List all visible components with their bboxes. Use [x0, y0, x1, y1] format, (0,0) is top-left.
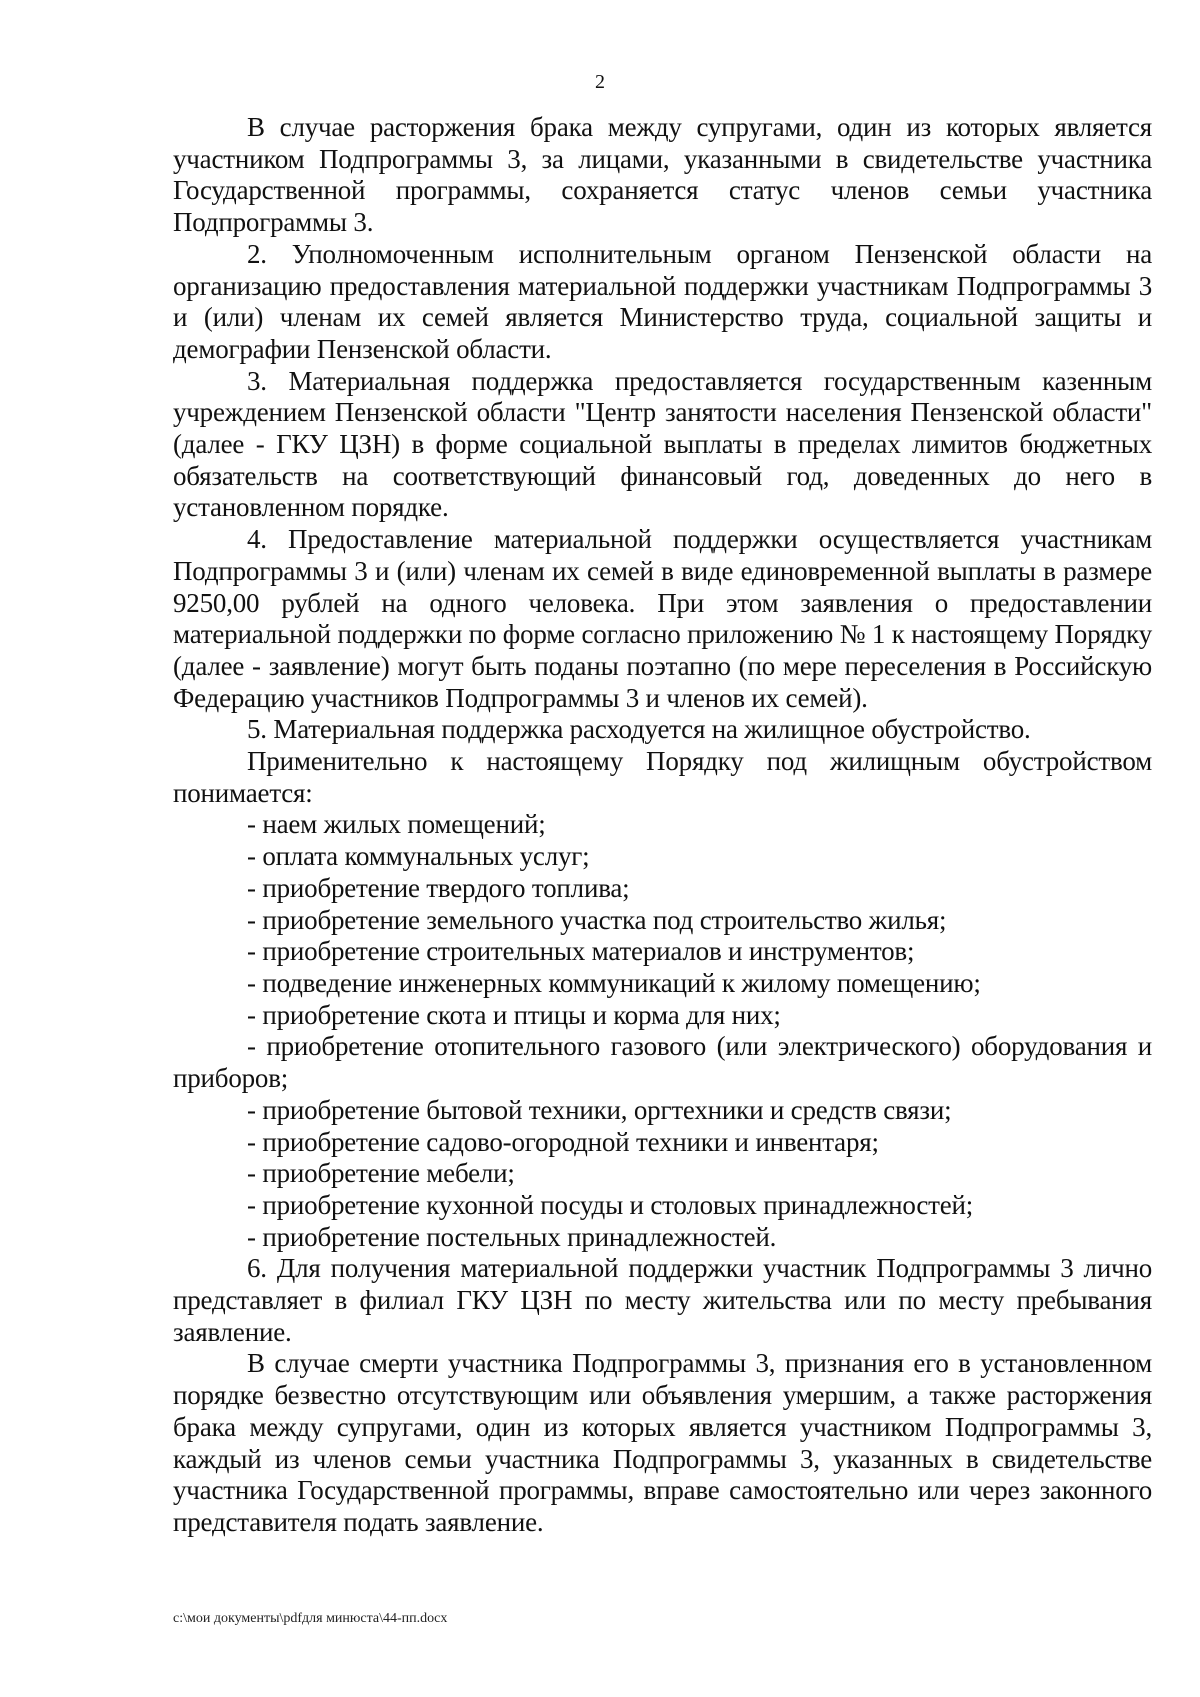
- list-item: - приобретение мебели;: [247, 1158, 515, 1189]
- paragraph-definition: Применительно к настоящему Порядку под жилищным обустройством понимается:: [173, 746, 1152, 808]
- paragraph-6-application: 6. Для получения материальной поддержки участник Подпрограммы 3 лично представляет в филиал ГКУ ЦЗН по месту жительства или по месту пребывания заявление.: [173, 1253, 1152, 1347]
- list-item: - приобретение садово-огородной техники и инвентаря;: [247, 1126, 879, 1157]
- list-item: - приобретение отопительного газового (или электрического) оборудования и приборов;: [173, 1031, 1152, 1094]
- paragraph-death-case: В случае смерти участника Подпрограммы 3, признания его в установленном порядке безвестно отсутствующим или объявления умершим, а также расторжения брака между супругами, один из которых является участником Подпрограммы 3, каждый из членов семьи участника Подпрограммы 3, указанных в свидетельстве участника Государственной программы, вправе самостоятельно или через законного представителя подать заявление.: [173, 1348, 1152, 1537]
- list-item: - оплата коммунальных услуг;: [247, 841, 590, 872]
- list-item: - приобретение твердого топлива;: [247, 872, 630, 903]
- paragraph-4-payment: 4. Предоставление материальной поддержки осуществляется участникам Подпрограммы 3 и (или) членам их семей в виде единовременной выплаты в размере 9250,00 рублей на одного человека. При этом заявления о предоставлении материальной поддержки по форме согласно приложению № 1 к настоящему Порядку (далее - заявление) могут быть поданы поэтапно (по мере переселения в Российскую Федерацию участников Подпрограммы 3 и членов их семей).: [173, 524, 1152, 713]
- list-item: - приобретение кухонной посуды и столовых принадлежностей;: [247, 1189, 974, 1220]
- document-body: [173, 112, 1152, 1539]
- list-item: - приобретение скота и птицы и корма для них;: [247, 999, 781, 1030]
- paragraph-divorce-status: В случае расторжения брака между супругами, один из которых является участником Подпрограммы 3, за лицами, указанными в свидетельстве участника Государственной программы, сохраняется статус членов семьи участника Подпрограммы 3.: [173, 112, 1152, 238]
- list-item: - приобретение бытовой техники, оргтехники и средств связи;: [247, 1094, 952, 1125]
- list-item: - подведение инженерных коммуникаций к жилому помещению;: [247, 967, 981, 998]
- housing-arrangement-list: [173, 809, 1152, 1253]
- paragraph-5-purpose: 5. Материальная поддержка расходуется на жилищное обустройство.: [247, 714, 1031, 745]
- file-path-footer: c:\мои документы\pdfдля минюста\44-пп.docx: [173, 1611, 448, 1626]
- page-number: 2: [595, 71, 605, 93]
- paragraph-3-provider: 3. Материальная поддержка предоставляется государственным казенным учреждением Пензенской области "Центр занятости населения Пензенской области" (далее - ГКУ ЦЗН) в форме социальной выплаты в пределах лимитов бюджетных обязательств на соответствующий финансовый год, доведенных до него в установленном порядке.: [173, 365, 1152, 523]
- paragraph-2-authorized-body: 2. Уполномоченным исполнительным органом Пензенской области на организацию предоставления материальной поддержки участникам Подпрограммы 3 и (или) членам их семей является Министерство труда, социальной защиты и демографии Пензенской области.: [173, 238, 1152, 364]
- list-item: - приобретение строительных материалов и инструментов;: [247, 936, 915, 967]
- list-item: - приобретение постельных принадлежностей.: [247, 1221, 777, 1252]
- list-item: - приобретение земельного участка под строительство жилья;: [247, 904, 947, 935]
- list-item: - наем жилых помещений;: [247, 809, 546, 840]
